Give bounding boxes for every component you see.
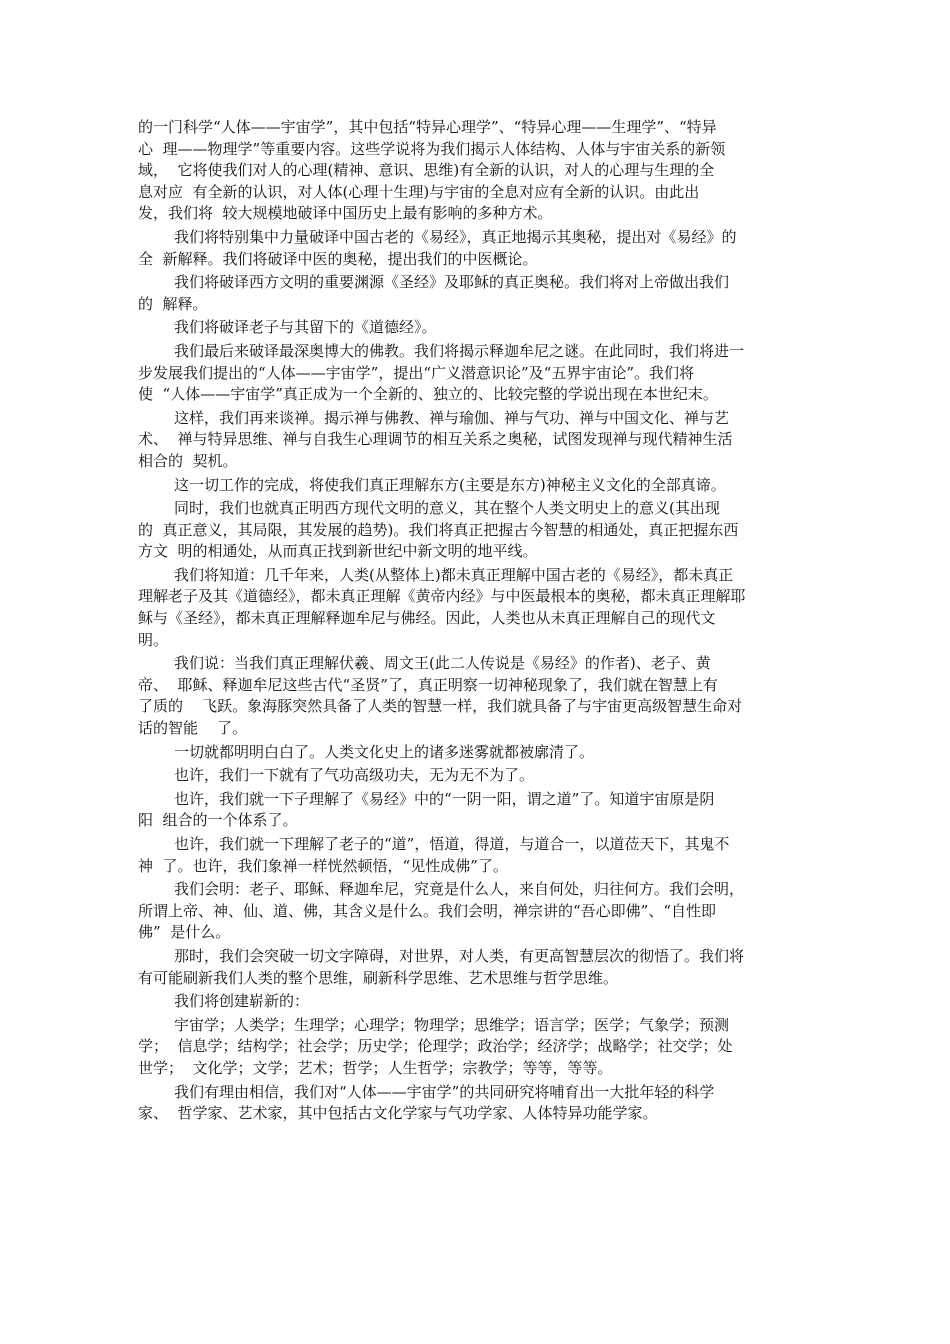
paragraph (138, 991, 818, 1013)
paragraph (138, 227, 818, 270)
text-line: 我们说：当我们真正理解伏羲、周文王(此二人传说是《易经》的作者)、老子、黄 (174, 654, 711, 673)
text-line: 了质的 飞跃。象海豚突然具备了人类的智慧一样，我们就具备了与宇宙更高级智慧生命对 (138, 697, 743, 716)
text-line: 有可能刷新我们人类的整个思维，刷新科学思维、艺术思维与哲学思维。 (138, 968, 619, 987)
text-line: 步发展我们提出的“人体——宇宙学”，提出“广义潜意识论”及“五界宇宙论”。我们将 (138, 363, 695, 382)
text-line: 术、 禅与特异思维、禅与自我生心理调节的相互关系之奥秘，试图发现禅与现代精神生活 (138, 430, 733, 449)
text-line: 这一切工作的完成，将使我们真正理解东方(主要是东方)神秘主义文化的全部真谛。 (174, 475, 726, 494)
paragraph (138, 742, 818, 764)
text-line: 这样，我们再来谈禅。揭示禅与佛教、禅与瑜伽、禅与气功、禅与中国文化、禅与艺 (174, 408, 730, 427)
text-line: 域， 它将使我们对人的心理(精神、意识、思维)有全新的认识，对人的心理与生理的全 (138, 161, 715, 180)
text-line: 我们有理由相信，我们对“人体——宇宙学”的共同研究将哺育出一大批年轻的科学 (174, 1082, 715, 1101)
text-line: 的 解释。 (138, 294, 208, 313)
paragraph (138, 408, 818, 473)
paragraph (138, 765, 818, 787)
text-line: 稣与《圣经》，都未真正理解释迦牟尼与佛经。因此，人类也从未真正理解自己的现代文 (138, 609, 716, 628)
text-line: 理解老子及其《道德经》，都未真正理解《黄帝内经》与中医最根本的奥秘，都未真正理解耶 (138, 587, 746, 606)
paragraph (138, 117, 818, 225)
text-line: 我们将特别集中力量破译中国古老的《易经》，真正地揭示其奥秘，提出对《易经》的 (174, 227, 737, 246)
text-line: 我们会明：老子、耶稣、释迦牟尼，究竟是什么人，来自何处，归往何方。我们会明， (174, 880, 745, 899)
text-line: 方文 明的相通处，从而真正找到新世纪中新文明的地平线。 (138, 542, 538, 561)
text-line: 世学； 文化学；文学；艺术；哲学；人生哲学；宗教学；等等，等等。 (138, 1058, 613, 1077)
text-line: 我们将知道：几千年来，人类(从整体上)都未真正理解中国古老的《易经》，都未真正 (174, 565, 734, 584)
text-line: 帝、 耶稣、释迦牟尼这些古代“圣贤”了，真正明察一切神秘现象了，我们就在智慧上有 (138, 675, 718, 694)
text-line: 我们将破译老子与其留下的《道德经》。 (174, 318, 437, 337)
paragraph (138, 1082, 818, 1125)
text-line: 佛” 是什么。 (138, 923, 231, 942)
text-line: 我们将破译西方文明的重要渊源《圣经》及耶稣的真正奥秘。我们将对上帝做出我们 (174, 273, 730, 292)
text-line: 也许，我们就一下子理解了《易经》中的“一阴一阳，谓之道”了。知道宇宙原是阴 (174, 789, 715, 808)
paragraph (138, 498, 818, 563)
paragraph (138, 653, 818, 739)
text-line: 也许，我们就一下理解了老子的“道”，悟道，得道，与道合一，以道莅天下，其鬼不 (174, 835, 730, 853)
paragraph (138, 879, 818, 944)
text-line: 息对应 有全新的认识，对人体(心理十生理)与宇宙的全息对应有全新的认识。由此出 (138, 182, 700, 201)
text-line: 心 理——物理学”等重要内容。这些学说将为我们揭示人体结构、人体与宇宙关系的新领 (138, 139, 726, 158)
text-line: 明。 (138, 630, 169, 649)
text-line: 我们将创建崭新的： (174, 992, 310, 1011)
text-line: 我们最后来破译最深奥博大的佛教。我们将揭示释迦牟尼之谜。在此同时，我们将进一 (174, 341, 745, 360)
text-line: 宇宙学；人类学；生理学；心理学；物理学；思维学；语言学；医学；气象学；预测 (174, 1015, 730, 1034)
text-line: 同时，我们也就真正明西方现代文明的意义，其在整个人类文明史上的意义(其出现 (174, 499, 720, 518)
text-line: 也许，我们一下就有了气功高级功夫，无为无不为了。 (174, 766, 535, 785)
paragraph (138, 565, 818, 651)
paragraph (138, 834, 818, 877)
paragraph (138, 1015, 818, 1080)
paragraph (138, 475, 818, 497)
text-line: 的 真正意义，其局限，其发展的趋势)。我们将真正把握古今智慧的相通处，真正把握东西 (138, 520, 739, 539)
text-line: 那时，我们会突破一切文字障碍，对世界，对人类，有更高智慧层次的彻悟了。我们将 (174, 946, 745, 965)
text-line: 的一门科学“人体——宇宙学”，其中包括“特异心理学”、“特异心理——生理学”、“特异 (138, 118, 717, 136)
text-line: 学； 信息学；结构学；社会学；历史学；伦理学；政治学；经济学；战略学；社交学；处 (138, 1037, 733, 1056)
text-line: 全 新解释。我们将破译中医的奥秘，提出我们的中医概论。 (138, 249, 538, 268)
text-line: 家、 哲学家、艺术家，其中包括古文化学家与气功学家、人体特异功能学家。 (138, 1104, 658, 1123)
paragraph (138, 317, 818, 339)
paragraph (138, 272, 818, 315)
text-line: 使 “人体——宇宙学”真正成为一个全新的、独立的、比较完整的学说出现在本世纪末。 (138, 385, 718, 404)
text-line: 相合的 契机。 (138, 451, 238, 470)
paragraph (138, 789, 818, 832)
text-line: 阳 组合的一个体系了。 (138, 811, 298, 830)
document-body (138, 117, 818, 1125)
paragraph (138, 946, 818, 989)
text-line: 所谓上帝、神、仙、道、佛，其含义是什么。我们会明，禅宗讲的“吾心即佛”、“自性即 (138, 901, 717, 920)
text-line: 话的智能 了。 (138, 719, 248, 738)
text-line: 发，我们将 较大规模地破译中国历史上最有影响的多种方术。 (138, 204, 553, 223)
text-line: 神 了。也许，我们象禅一样恍然顿悟，“见性成佛”了。 (138, 856, 508, 875)
paragraph (138, 341, 818, 406)
text-line: 一切就都明明白白了。人类文化史上的诸多迷雾就都被廓清了。 (174, 742, 595, 761)
